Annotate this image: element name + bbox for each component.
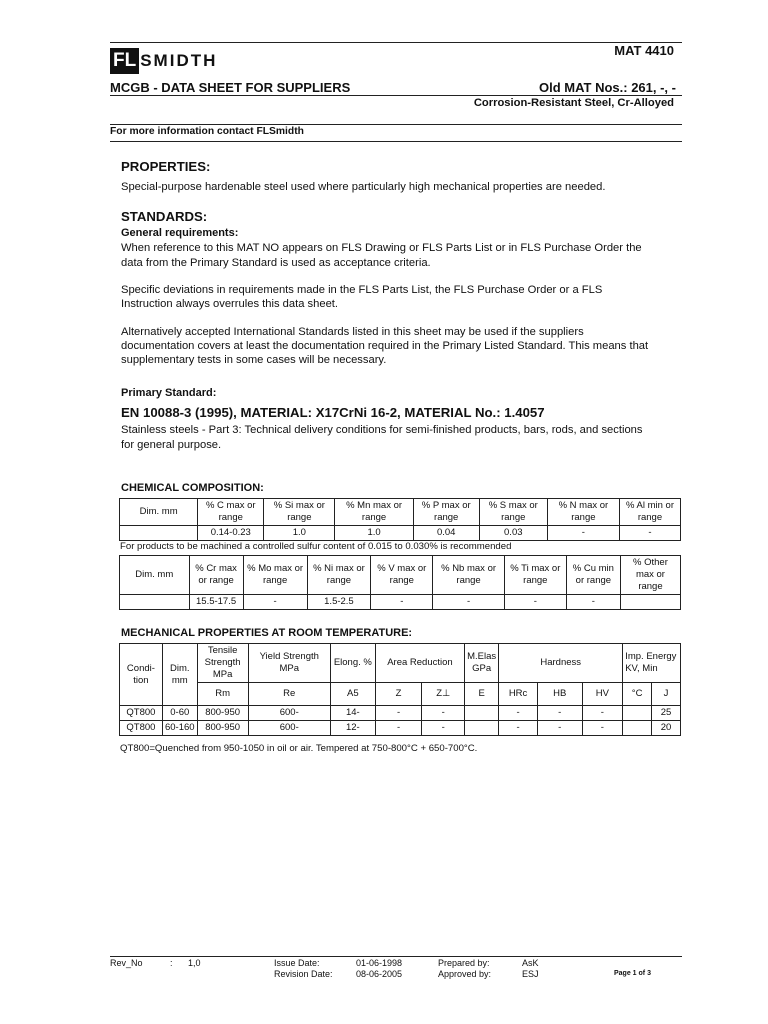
header-cell: M.Elas GPa [465,644,499,683]
header-cell: % Cu min or range [566,556,620,595]
header-cell: % Cr max or range [189,556,243,595]
table-cell: - [371,595,433,610]
table-row [120,595,681,610]
subheader-cell: A5 [330,683,375,706]
subheader-cell: HRc [499,683,538,706]
logo-suffix: SMIDTH [140,51,218,70]
header-cell: % P max or range [413,499,479,526]
table-cell: - [547,526,619,541]
chemical-composition-heading: CHEMICAL COMPOSITION: [121,482,264,494]
primary-standard-desc-a: Stainless steels - Part 3: Technical delivery conditions for semi-finished products, bars, rods, and sections [121,424,643,436]
table-cell: - [422,706,465,721]
rev-colon: : [170,958,173,968]
table-subheader-row [120,683,681,706]
table-cell: 12- [330,721,375,736]
header-cell: % S max or range [479,499,547,526]
table-header-row [120,499,681,526]
mechanical-properties-heading: MECHANICAL PROPERTIES AT ROOM TEMPERATURE: [121,627,413,639]
table-cell: - [375,706,422,721]
contact-line: For more information contact FLSmidth [110,126,304,137]
flsmidth-logo [110,47,217,75]
table-cell: 25 [652,706,681,721]
paragraph-1b: data from the Primary Standard is used as acceptance criteria. [121,257,431,269]
table-cell: - [566,595,620,610]
header-cell: % Nb max or range [433,556,505,595]
header-cell: Hardness [499,644,623,683]
issue-date-value: 01-06-1998 [356,958,403,968]
table-cell [465,706,499,721]
header-cell: Dim. mm [120,556,190,595]
subheader-cell: Re [248,683,330,706]
table-cell: 1.5-2.5 [307,595,371,610]
table-cell: 600- [248,706,330,721]
paragraph-2a: Specific deviations in requirements made in the FLS Parts List, the FLS Purchase Order or a FLS [121,284,603,296]
table-cell: - [582,721,623,736]
paragraph-3a: Alternatively accepted International Standards listed in this sheet may be used if the suppliers [121,326,584,338]
primary-standard-desc-b: for general purpose. [121,439,222,451]
table-cell: - [582,706,623,721]
table-row [120,526,681,541]
table-header-row [120,644,681,683]
header-cell: % C max or range [198,499,264,526]
header-cell: % Mn max or range [335,499,413,526]
table-cell: - [537,706,582,721]
subheader-cell: J [652,683,681,706]
header-cell: % Other max or range [620,556,680,595]
mechanical-table [119,643,681,736]
table-cell: 1.0 [335,526,413,541]
revision-date-label: Revision Date: [274,969,333,979]
primary-standard: EN 10088-3 (1995), MATERIAL: X17CrNi 16-2, MATERIAL No.: 1.4057 [121,405,545,420]
header-cell: Dim. mm [120,499,198,526]
paragraph-3c: supplementary tests in some cases will be necessary. [121,354,387,366]
header-cell: % Al min or range [619,499,680,526]
table-cell: - [422,721,465,736]
paragraph-2b: Instruction always overrules this data sheet. [121,298,339,310]
chemical-table-1 [119,498,681,541]
header-rule [110,95,682,96]
approved-by-value: ESJ [522,969,539,979]
header-cell: Area Reduction [375,644,464,683]
general-requirements-label: General requirements: [121,227,239,239]
table-cell: - [375,721,422,736]
chemical-table-2 [119,555,681,610]
table-cell: 15.5-17.5 [189,595,243,610]
table-cell: - [243,595,307,610]
issue-date-label: Issue Date: [274,958,320,968]
table-cell: - [499,706,538,721]
subheader-cell: Z [375,683,422,706]
table-cell: 0-60 [162,706,197,721]
subheader-cell: HV [582,683,623,706]
paragraph-3b: documentation covers at least the documentation required in the Primary Listed Standard. This means that [121,340,649,352]
table-row [120,706,681,721]
header-cell: Yield Strength MPa [248,644,330,683]
table-cell: - [537,721,582,736]
prepared-by-value: AsK [522,958,539,968]
table-cell: 0.14-0.23 [198,526,264,541]
table-cell [465,721,499,736]
header-cell: Condi-tion [120,644,163,706]
table-cell [120,595,190,610]
prepared-by-label: Prepared by: [438,958,490,968]
logo-prefix: FL [110,48,139,74]
table-cell: - [504,595,566,610]
header-cell: % N max or range [547,499,619,526]
subheader-cell: E [465,683,499,706]
old-mat-numbers: Old MAT Nos.: 261, -, - [539,80,676,95]
subheader-cell: HB [537,683,582,706]
contact-rule-bottom [110,141,682,142]
properties-heading: PROPERTIES: [121,159,211,174]
subheader-cell: °C [623,683,652,706]
header-cell: % Si max or range [264,499,335,526]
table-cell: 20 [652,721,681,736]
paragraph-1a: When reference to this MAT NO appears on FLS Drawing or FLS Parts List or in FLS Purchase Order the [121,242,642,254]
subheader-cell: Z⊥ [422,683,465,706]
sulfur-note: For products to be machined a controlled sulfur content of 0.015 to 0.030% is recommended [120,541,512,552]
table-cell: QT800 [120,721,163,736]
table-cell: 14- [330,706,375,721]
table-cell: - [619,526,680,541]
contact-rule-top [110,124,682,125]
heat-treatment-note: QT800=Quenched from 950-1050 in oil or air. Tempered at 750-800°C + 650-700°C. [120,743,478,754]
table-cell: QT800 [120,706,163,721]
header-cell: % Ni max or range [307,556,371,595]
material-subtitle: Corrosion-Resistant Steel, Cr-Alloyed [473,97,674,109]
header-cell: Imp. Energy KV, Min [623,644,681,683]
header-cell: % Mo max or range [243,556,307,595]
table-cell: 60-160 [162,721,197,736]
primary-standard-label: Primary Standard: [121,387,217,399]
mat-number: MAT 4410 [614,43,674,58]
rev-value: 1,0 [188,958,201,968]
footer-rule [110,956,682,957]
header-cell: Tensile Strength MPa [197,644,248,683]
table-row [120,721,681,736]
table-cell: - [433,595,505,610]
approved-by-label: Approved by: [438,969,492,979]
table-cell: 800-950 [197,721,248,736]
table-cell: 800-950 [197,706,248,721]
table-cell [120,526,198,541]
revision-date-value: 08-06-2005 [356,969,403,979]
document-title: MCGB - DATA SHEET FOR SUPPLIERS [110,80,351,95]
table-cell: 0.03 [479,526,547,541]
header-cell: Dim. mm [162,644,197,706]
table-cell [620,595,680,610]
top-rule [110,42,682,43]
table-cell: - [499,721,538,736]
page-number: Page 1 of 3 [614,970,651,977]
table-cell: 1.0 [264,526,335,541]
rev-label: Rev_No [110,958,143,968]
table-cell: 600- [248,721,330,736]
header-cell: % V max or range [371,556,433,595]
table-cell [623,706,652,721]
table-header-row [120,556,681,595]
header-cell: Elong. % [330,644,375,683]
header-cell: % Ti max or range [504,556,566,595]
properties-text: Special-purpose hardenable steel used where particularly high mechanical properties are needed. [121,181,606,193]
table-cell [623,721,652,736]
table-cell: 0.04 [413,526,479,541]
standards-heading: STANDARDS: [121,209,208,224]
subheader-cell: Rm [197,683,248,706]
